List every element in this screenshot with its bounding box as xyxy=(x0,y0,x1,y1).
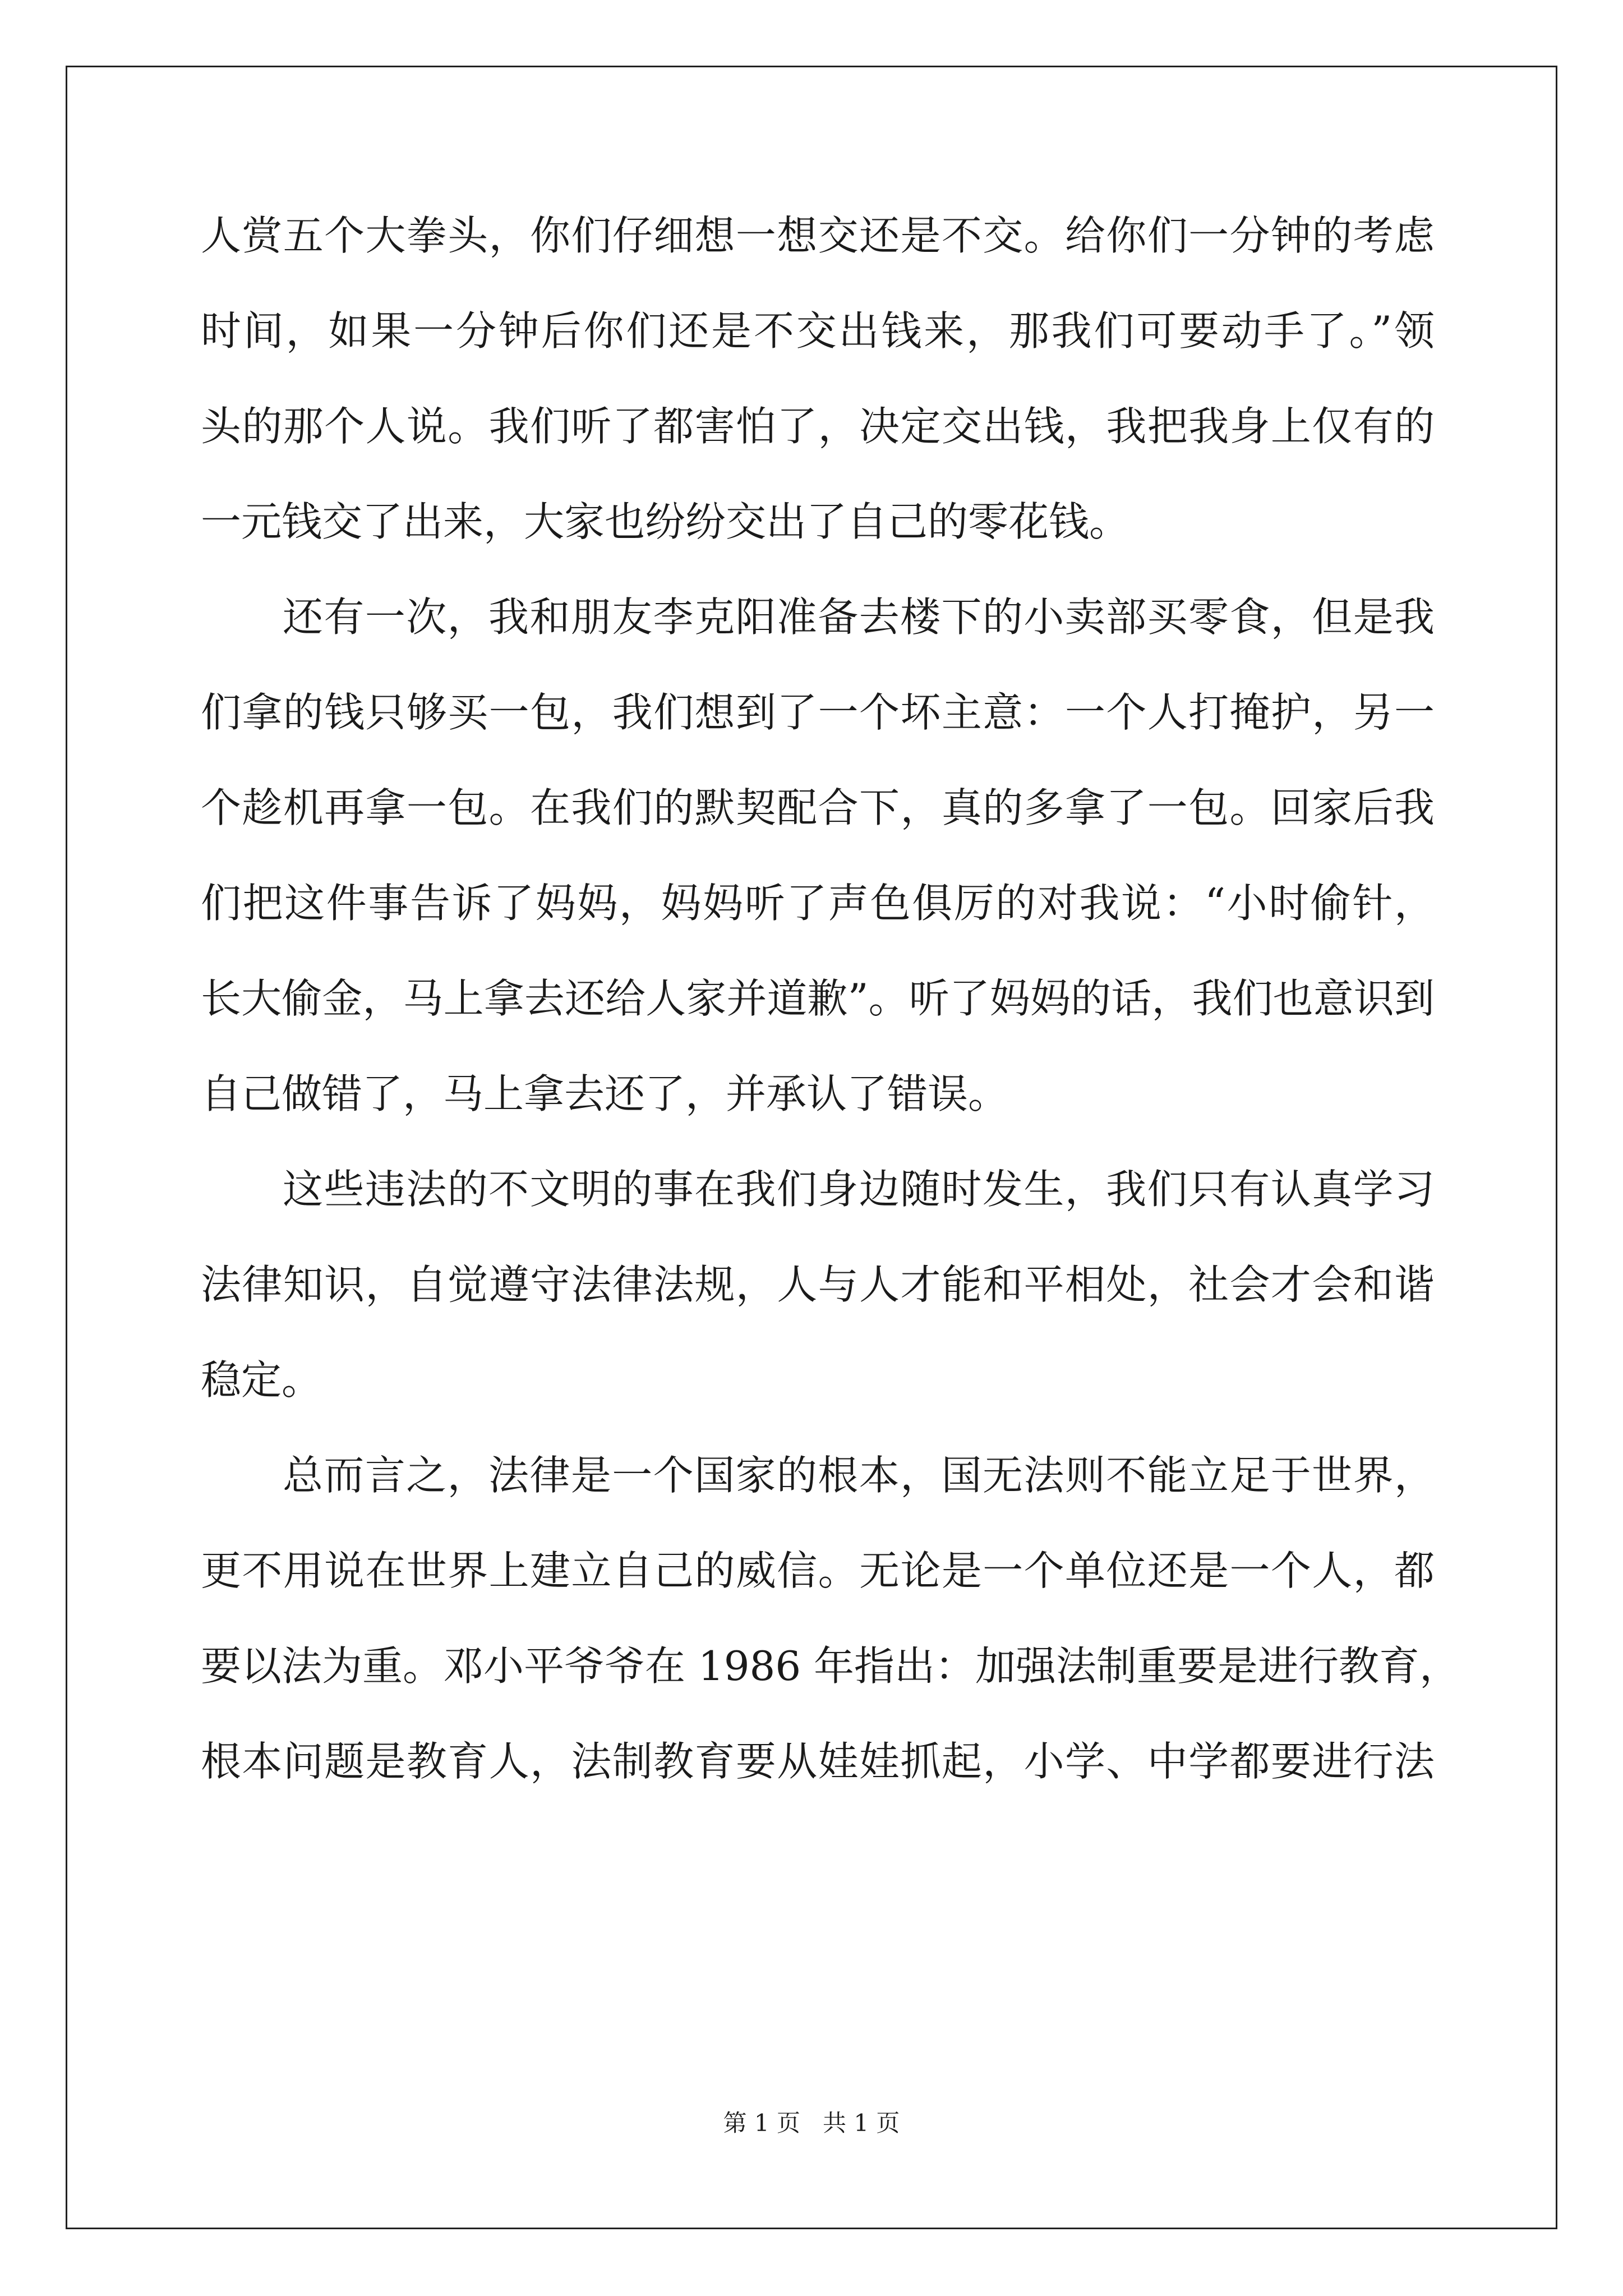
text-line: 人赏五个大拳头，你们仔细想一想交还是不交。给你们一分钟的考虑 xyxy=(201,212,1435,259)
text-line: 时间，如果一分钟后你们还是不交出钱来，那我们可要动手了。”领 xyxy=(201,307,1435,355)
text-line: 稳定。 xyxy=(201,1356,322,1404)
text-line: 要以法为重。邓小平爷爷在 1986 年指出：加强法制重要是进行教育， xyxy=(201,1642,1460,1690)
paragraph-start-line: 还有一次，我和朋友李克阳准备去楼下的小卖部买零食，但是我 xyxy=(283,593,1435,641)
document-body xyxy=(201,209,1460,1830)
text-line: 个趁机再拿一包。在我们的默契配合下，真的多拿了一包。回家后我 xyxy=(201,784,1435,831)
text-line: 更不用说在世界上建立自己的威信。无论是一个单位还是一个人，都 xyxy=(201,1547,1435,1594)
paragraph-start-line: 总而言之，法律是一个国家的根本，国无法则不能立足于世界， xyxy=(283,1452,1435,1499)
text-line: 头的那个人说。我们听了都害怕了，决定交出钱，我把我身上仅有的 xyxy=(201,403,1435,450)
text-line: 一元钱交了出来，大家也纷纷交出了自己的零花钱。 xyxy=(201,498,1130,545)
page-total: 共 1 页 xyxy=(823,2109,900,2137)
text-line: 自己做错了，马上拿去还了，并承认了错误。 xyxy=(201,1070,1009,1117)
text-line: 根本问题是教育人，法制教育要从娃娃抓起，小学、中学都要进行法 xyxy=(201,1738,1435,1785)
paragraph-start-line: 这些违法的不文明的事在我们身边随时发生，我们只有认真学习 xyxy=(283,1166,1435,1213)
text-line: 们拿的钱只够买一包，我们想到了一个坏主意：一个人打掩护，另一 xyxy=(201,689,1435,736)
text-line: 长大偷金，马上拿去还给人家并道歉”。听了妈妈的话，我们也意识到 xyxy=(201,975,1435,1022)
text-line: 们把这件事告诉了妈妈，妈妈听了声色俱厉的对我说：“小时偷针， xyxy=(201,880,1435,927)
page-footer xyxy=(0,2109,1623,2137)
text-line: 法律知识，自觉遵守法律法规，人与人才能和平相处，社会才会和谐 xyxy=(201,1261,1435,1308)
page-number: 第 1 页 xyxy=(723,2109,800,2137)
